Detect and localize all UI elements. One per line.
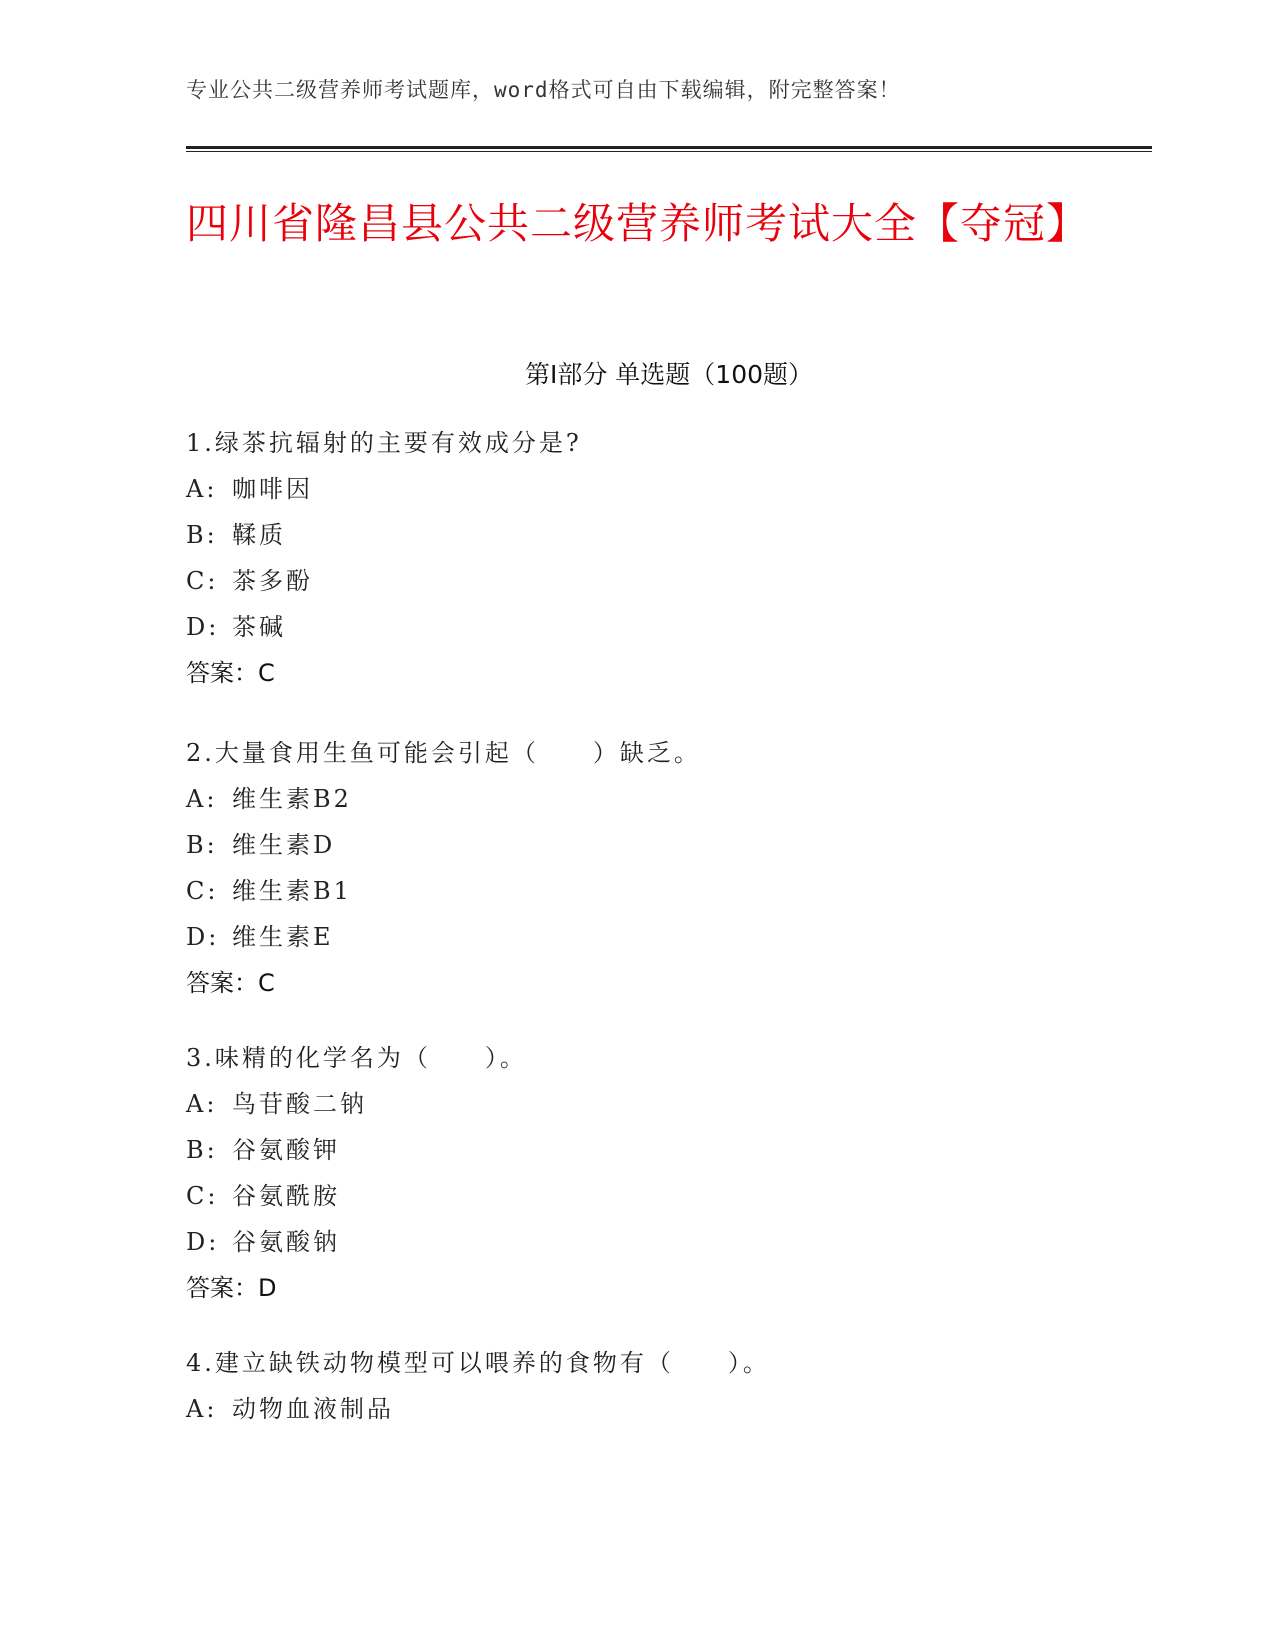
- option-text: 谷氨酸钾: [232, 1136, 340, 1164]
- option-key: B:: [186, 831, 218, 859]
- question-2: [186, 730, 1152, 1006]
- option-text: 咖啡因: [232, 475, 313, 503]
- option-d: [186, 604, 1152, 650]
- option-text: 鸟苷酸二钠: [232, 1090, 367, 1118]
- option-key: C:: [186, 877, 219, 905]
- header-text: 专业公共二级营养师考试题库，word格式可自由下载编辑，附完整答案！: [186, 78, 901, 102]
- option-text: 维生素E: [232, 923, 334, 951]
- option-key: A:: [186, 1395, 218, 1423]
- option-text: 维生素D: [232, 831, 336, 859]
- option-key: B:: [186, 1136, 218, 1164]
- option-b: [186, 822, 1152, 868]
- question-stem: 4.建立缺铁动物模型可以喂养的食物有（ ）。: [186, 1349, 770, 1377]
- option-c: [186, 1173, 1152, 1219]
- option-c: [186, 558, 1152, 604]
- option-text: 茶多酚: [232, 567, 313, 595]
- section-title: 第Ⅰ部分 单选题（100题）: [524, 360, 814, 389]
- option-key: D:: [186, 1228, 220, 1256]
- question-3: [186, 1035, 1152, 1311]
- option-key: B:: [186, 521, 218, 549]
- option-c: [186, 868, 1152, 914]
- option-a: [186, 466, 1152, 512]
- option-d: [186, 1219, 1152, 1265]
- option-a: [186, 1386, 1152, 1432]
- option-text: 鞣质: [232, 521, 286, 549]
- option-text: 维生素B1: [232, 877, 352, 905]
- option-b: [186, 1127, 1152, 1173]
- option-key: A:: [186, 475, 218, 503]
- option-key: A:: [186, 785, 218, 813]
- option-text: 谷氨酰胺: [232, 1182, 340, 1210]
- option-d: [186, 914, 1152, 960]
- question-stem: 1.绿茶抗辐射的主要有效成分是?: [186, 429, 582, 457]
- question-stem: 2.大量食用生鱼可能会引起（ ）缺乏。: [186, 739, 701, 767]
- header-divider-thin: [186, 151, 1152, 152]
- question-stem: 3.味精的化学名为（ ）。: [186, 1044, 527, 1072]
- option-text: 维生素B2: [232, 785, 352, 813]
- option-text: 谷氨酸钠: [232, 1228, 340, 1256]
- document-title: 四川省隆昌县公共二级营养师考试大全【夺冠】: [186, 199, 1090, 248]
- answer: 答案：C: [186, 969, 275, 997]
- answer: 答案：D: [186, 1274, 277, 1302]
- option-a: [186, 1081, 1152, 1127]
- option-key: C:: [186, 567, 219, 595]
- option-key: C:: [186, 1182, 219, 1210]
- option-key: D:: [186, 923, 220, 951]
- question-4: [186, 1340, 1152, 1432]
- option-b: [186, 512, 1152, 558]
- option-text: 茶碱: [232, 613, 286, 641]
- option-a: [186, 776, 1152, 822]
- header-divider: [186, 146, 1152, 149]
- option-key: D:: [186, 613, 220, 641]
- option-key: A:: [186, 1090, 218, 1118]
- option-text: 动物血液制品: [232, 1395, 394, 1423]
- question-1: [186, 420, 1152, 696]
- answer: 答案：C: [186, 659, 275, 687]
